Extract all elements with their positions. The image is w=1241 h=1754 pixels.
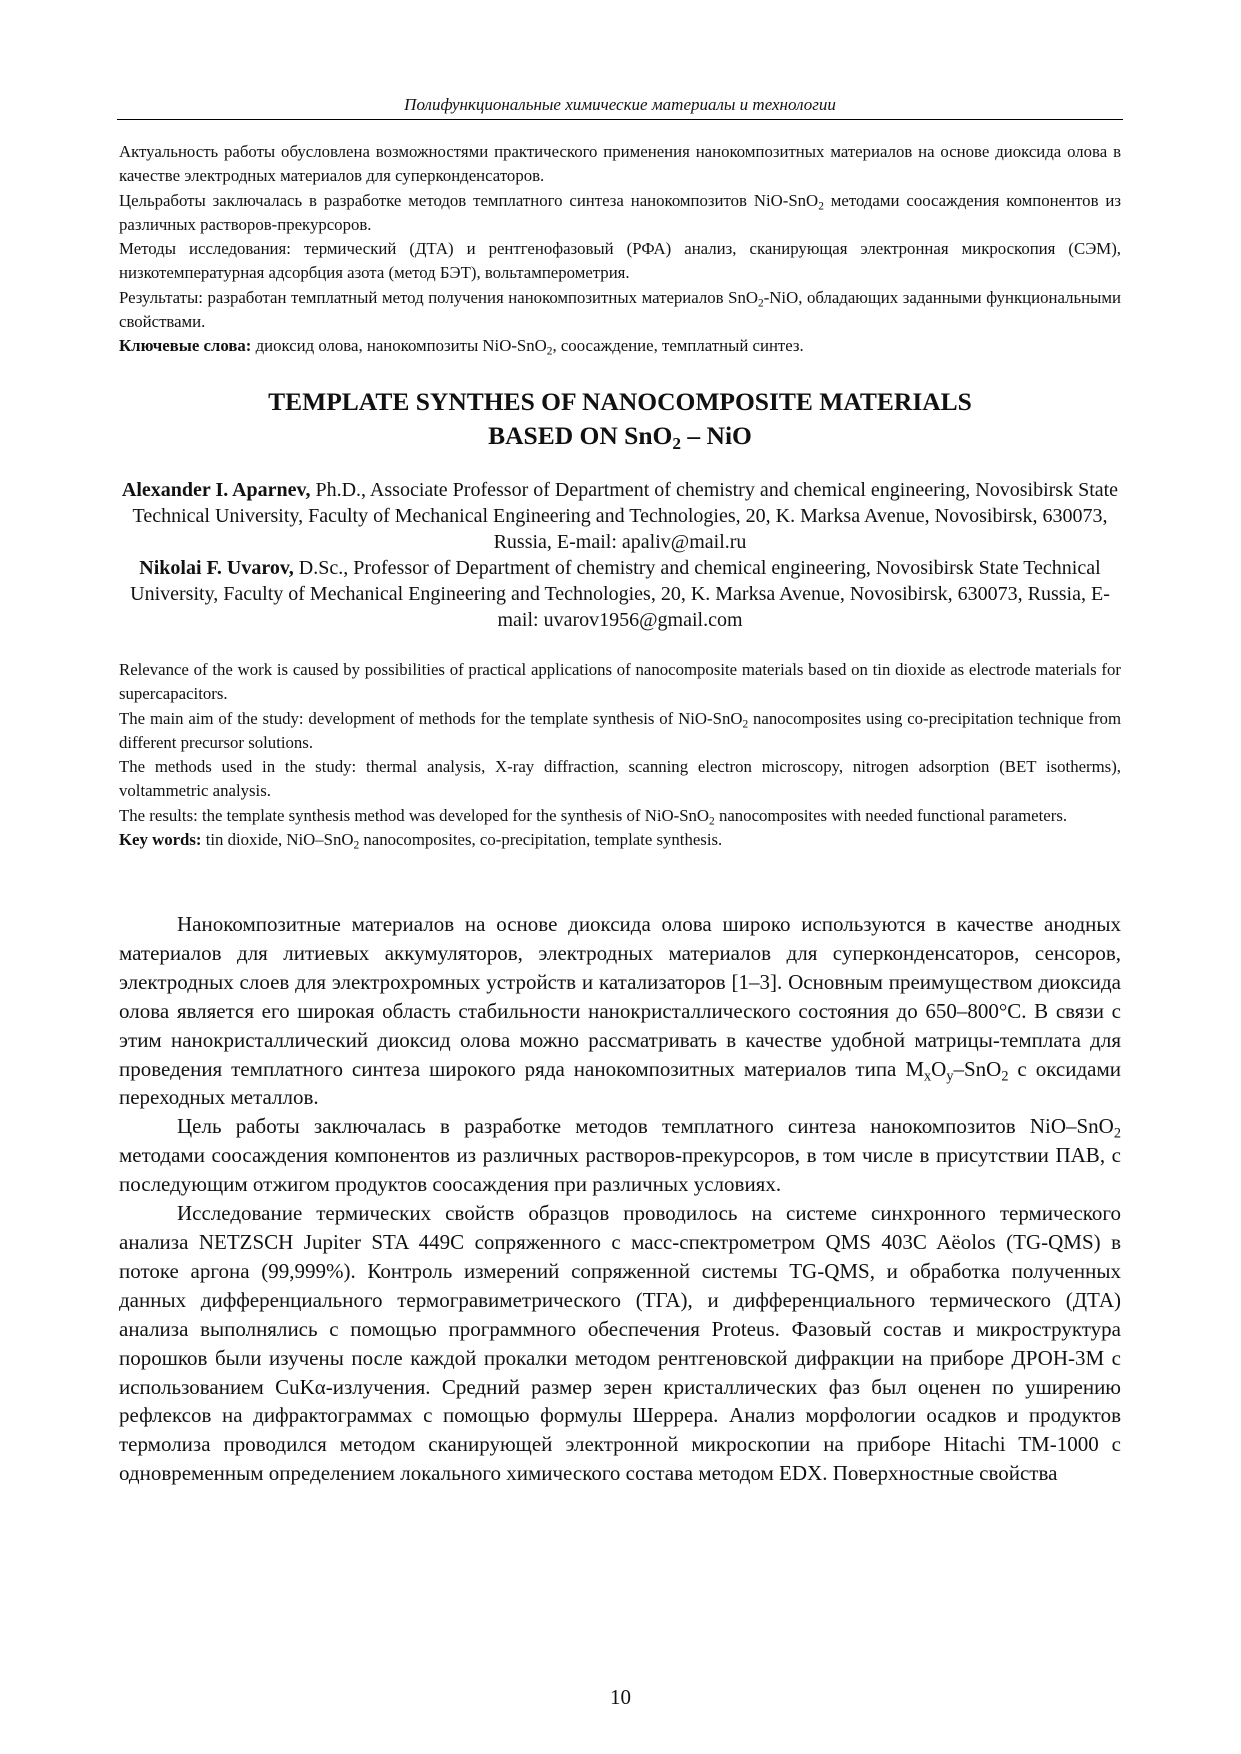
body-paragraph-3: Исследование термических свойств образцов проводилось на системе синхронного термического анализа NETZSCH Jupiter STA 449C сопряженного с масс-спектрометром QMS 403C Aëolos (TG-QMS) в потоке аргона (99,999%). Контроль измерений сопряженной системы TG-QMS, и обработка полученных данных дифференциального термогравиметрического (ТГА), и дифференциального термического (ДТА) анализа выполнялись с помощью программного обеспечения Proteus. Фазовый состав и микроструктура порошков были изучены после каждой прокалки методом рентгеновской дифракции на приборе ДРОН-3М с использованием CuKα-излучения. Средний размер зерен кристаллических фаз был оценен по уширению рефлексов на дифрактограммах с помощью формулы Шеррера. Анализ морфологии осадков и продуктов термолиза проводился методом сканирующей электронной микроскопии на приборе Hitachi TM-1000 с одновременным определением локального химического состава методом EDX. Поверхностные свойства [119,1201,1121,1486]
author-2: Nikolai F. Uvarov, D.Sc., Professor of Department of chemistry and chemical engineering, Novosibirsk State Technical University, Faculty of Mechanical Engineering and Technologies, 20, K. Marksa Avenue, Novosibirsk, 630073, Russia, E-mail: uvarov1956@gmail.com [130,557,1110,631]
body-paragraph-2: Цель работы заключалась в разработке методов темплатного синтеза нанокомпозитов NiO–SnO$_2$ методами соосаждения компонентов из различных растворов-прекурсоров, в том числе в присутствии ПАВ, с последующим отжигом продуктов соосаждения при различных условиях. [119,1114,1121,1197]
ru-keywords: Ключевые слова: диоксид олова, нанокомпозиты NiO-SnO$_2$, соосаждение, темплатный синтез. [119,336,804,358]
russian-abstract [119,140,1121,359]
en-keywords: Key words: tin dioxide, NiO–SnO$_2$ nanocomposites, co-precipitation, template synthesis. [119,830,723,852]
page-number: 10 [610,1685,631,1709]
en-results: The results: the template synthesis method was developed for the synthesis of NiO-SnO$_2$ nanocomposites with needed functional parameters. [119,805,1068,828]
ru-methods: Методы исследования: термический (ДТА) и рентгенофазовый (РФА) анализ, сканирующая электронная микроскопия (СЭМ), низкотемпературная адсорбция азота (метод БЭТ), вольтамперометрия. [119,239,1121,283]
ru-relevance: Актуальность работы обусловлена возможностями практического применения нанокомпозитных материалов на основе диоксида олова в качестве электродных материалов для суперконденсаторов. [119,142,1121,186]
author-1: Alexander I. Aparnev, Ph.D., Associate Professor of Department of chemistry and chemical engineering, Novosibirsk State Technical University, Faculty of Mechanical Engineering and Technologies, 20, K. Marksa Avenue, Novosibirsk, 630073, Russia, E-mail: apaliv@mail.ru [121,479,1119,553]
paper-title [119,385,1121,453]
title-line-1: TEMPLATE SYNTHES OF NANOCOMPOSITE MATERIALS [268,387,972,416]
main-body [119,910,1121,1488]
running-header: Полифункциональные химические материалы и технологии [404,95,836,114]
ru-results: Результаты: разработан темплатный метод получения нанокомпозитных материалов SnO$_2$-NiO, обладающих заданными функциональными свойствами. [119,287,1121,332]
en-methods: The methods used in the study: thermal analysis, X-ray diffraction, scanning electron microscopy, nitrogen adsorption (BET isotherms), voltammetric analysis. [119,757,1121,801]
authors-block [119,477,1121,633]
english-abstract [119,658,1121,852]
title-line-2: BASED ON SnO$_2$ – NiO [488,421,752,454]
en-relevance: Relevance of the work is caused by possibilities of practical applications of nanocomposite materials based on tin dioxide as electrode materials for supercapacitors. [119,660,1121,704]
ru-aim: Цельработы заключалась в разработке методов темплатного синтеза нанокомпозитов NiO-SnO$_2$ методами соосаждения компонентов из различных растворов-прекурсоров. [119,190,1122,234]
body-paragraph-1: Нанокомпозитные материалов на основе диоксида олова широко используются в качестве анодных материалов для литиевых аккумуляторов, электродных материалов для суперконденсаторов, сенсоров, электродных слоев для электрохромных устройств и катализаторов [1–3]. Основным преимуществом диоксида олова является его широкая область стабильности нанокристаллического состояния до 650–800°С. В связи с этим нанокристаллический диоксид олова можно рассматривать в качестве удобной матрицы-темплата для проведения темплатного синтеза широкого ряда нанокомпозитных материалов типа $M_xO_y-SnO_2$ с оксидами переходных металлов. [119,912,1121,1110]
en-aim: The main aim of the study: development of methods for the template synthesis of NiO-SnO$_2$ nanocomposites using co-precipitation technique from different precursor solutions. [119,708,1121,752]
header-rule [117,119,1123,120]
